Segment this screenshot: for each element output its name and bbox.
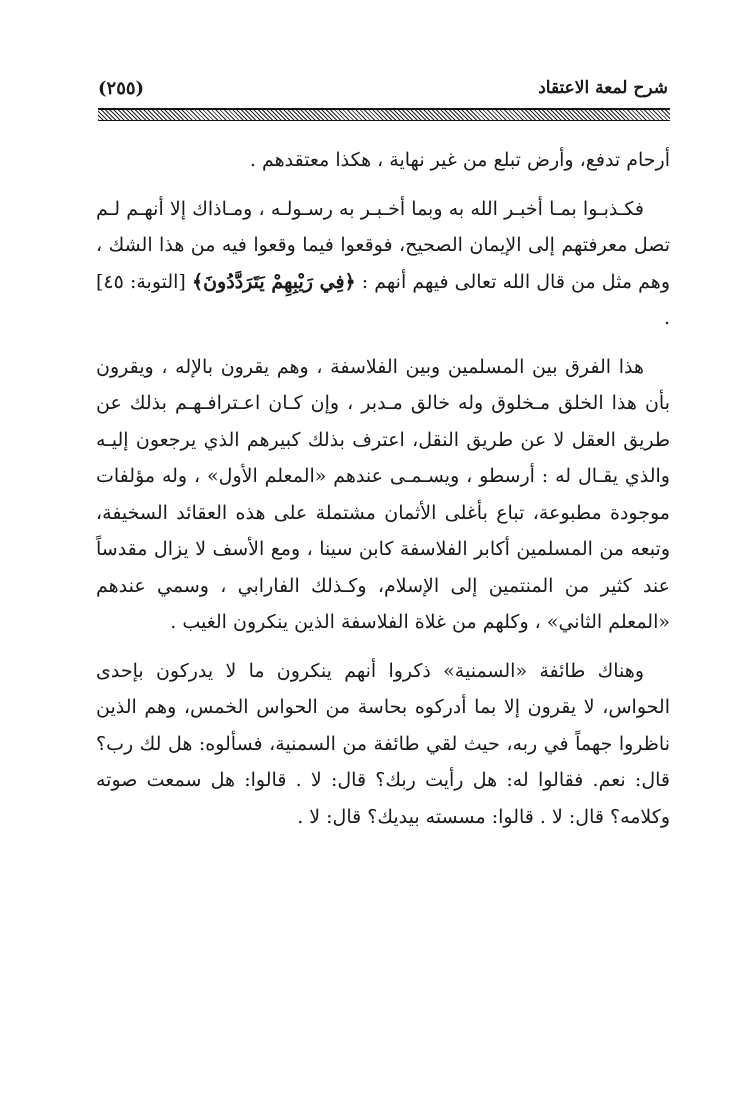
paragraph (96, 142, 670, 179)
paragraph (96, 653, 670, 836)
header-divider (98, 108, 670, 121)
paragraph (96, 191, 670, 337)
paragraph-text: فكـذبـوا بمـا أخبـر الله به وبما أخـبـر به رسـولـه ، ومـاذاك إلا أنهـم لـم تصل معرفتهم إلى الإيمان الصحيح، فوقعوا فيما وقعوا فيه من هذا الشك ، وهم مثل من قال الله تعالى فيهم أنهم : (96, 197, 671, 293)
paragraph-text: وهناك طائفة «السمنية» ذكروا أنهم ينكرون ما لا يدركون بإحدى الحواس، لا يقرون إلا بما أدركوه بحاسة من الحواس الخمس، وهم الذين ناظروا جهماً في ربه، حيث لقي طائفة من السمنية، فسألوه: هل لك رب؟ قال: نعم. فقالوا له: هل رأيت ربك؟ قال: لا . قالوا: هل سمعت صوته وكلامه؟ قال: لا . قالوا: مسسته بيديك؟ قال: لا . (96, 659, 670, 828)
verse-citation: [التوبة: ٤٥] . (96, 270, 670, 329)
paragraph-text: أرحام تدفع، وأرض تبلع من غير نهاية ، هكذا معتقدهم . (249, 149, 670, 171)
quran-verse: ﴿فِي رَيْبِهِمْ يَتَرَدَّدُونَ﴾ (191, 270, 356, 293)
body-text (96, 142, 670, 847)
running-header (98, 72, 668, 106)
paragraph (96, 349, 670, 641)
paragraph-text: هذا الفرق بين المسلمين وبين الفلاسفة ، وهم يقرون بالإله ، ويقرون بأن هذا الخلق مـخلوق وله خالق مـدبر ، وإن كـان اعـترافـهـم بذلك عن طريق العقل لا عن طريق النقل، اعترف بذلك كبيرهم الذي يرجعون إليـه والذي يقـال له : أرسطو ، ويسـمـى عندهم «المعلم الأول» ، وله مؤلفات موجودة مطبوعة، تباع بأغلى الأثمان مشتملة على هذه العقائد السخيفة، وتبعه من المسلمين أكابر الفلاسفة كابن سينا ، ومع الأسف لا يزال مقدساً عند كثير من المنتمين إلى الإسلام، وكـذلك الفارابي ، وسمي عندهم «المعلم الثاني» ، وكلهم من غلاة الفلاسفة الذين ينكرون الغيب . (96, 355, 670, 633)
book-title: شرح لمعة الاعتقاد (538, 78, 668, 98)
page-number: (٢٥٥) (98, 78, 145, 99)
